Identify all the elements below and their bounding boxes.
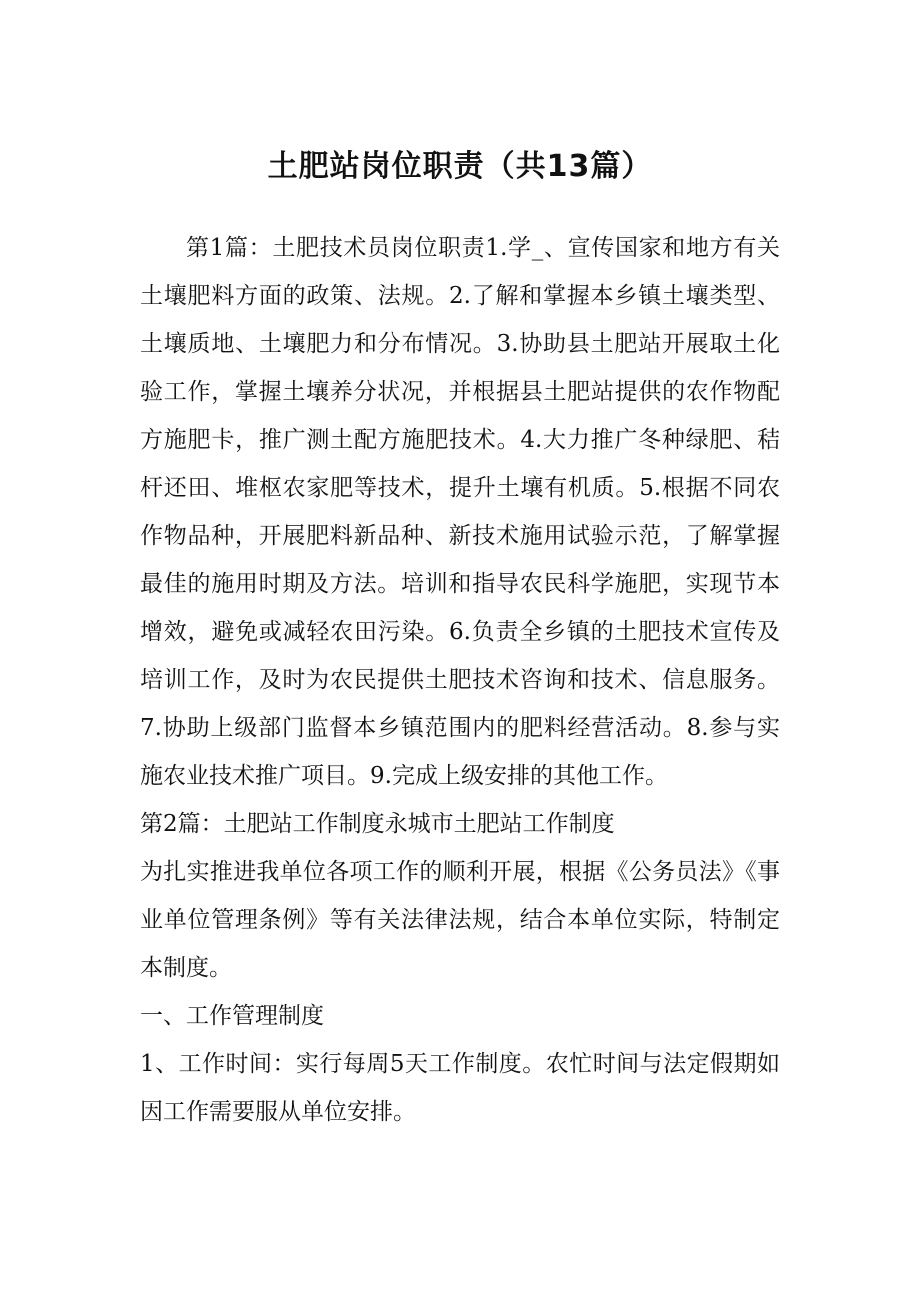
paragraph-intro: 为扎实推进我单位各项工作的顺利开展，根据《公务员法》《事业单位管理条例》等有关法律法规，结合本单位实际，特制定本制度。: [140, 859, 780, 981]
paragraph-section-2-heading: 第2篇：土肥站工作制度永城市土肥站工作制度: [140, 811, 615, 837]
paragraph-section-1: 第1篇：土肥技术员岗位职责1.学_、宣传国家和地方有关土壤肥料方面的政策、法规。2.了解和掌握本乡镇土壤类型、土壤质地、土壤肥力和分布情况。3.协助县土肥站开展取土化验工作，掌握土壤养分状况，并根据县土肥站提供的农作物配方施肥卡，推广测土配方施肥技术。4.大力推广冬种绿肥、秸杆还田、堆枢农家肥等技术，提升土壤有机质。5.根据不同农作物品种，开展肥料新品种、新技术施用试验示范，了解掌握最佳的施用时期及方法。培训和指导农民科学施肥，实现节本增效，避免或减轻农田污染。6.负责全乡镇的土肥技术宣传及培训工作，及时为农民提供土肥技术咨询和技术、信息服务。7.协助上级部门监督本乡镇范围内的肥料经营活动。8.参与实施农业技术推广项目。9.完成上级安排的其他工作。: [140, 235, 780, 789]
paragraph-heading-work-management: 一、工作管理制度: [140, 1003, 324, 1029]
document-title: 土肥站岗位职责（共13篇）: [267, 149, 653, 184]
document-body: [140, 224, 780, 1136]
paragraph-work-hours: 1、工作时间：实行每周5天工作制度。农忙时间与法定假期如因工作需要服从单位安排。: [140, 1051, 780, 1125]
